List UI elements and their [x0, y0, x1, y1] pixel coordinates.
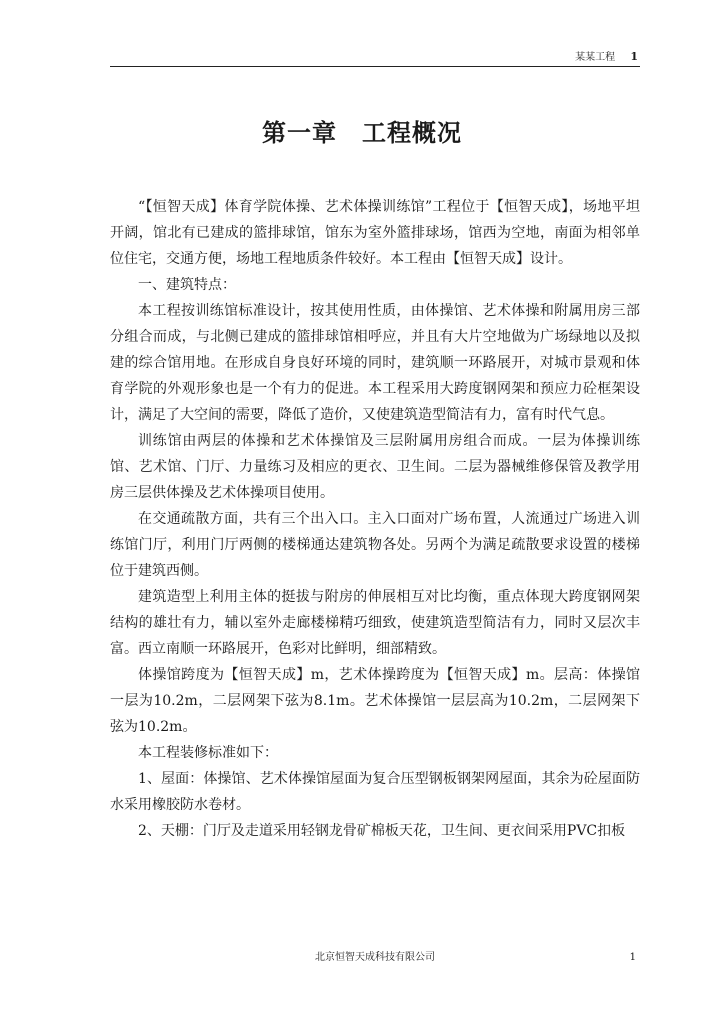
- paragraph: 训练馆由两层的体操和艺术体操馆及三层附属用房组合而成。一层为体操训练馆、艺术馆、门厅、力量练习及相应的更衣、卫生间。二层为器械维修保管及教学用房三层供体操及艺术体操项目使用。: [110, 433, 640, 501]
- list-item-ceiling: 2、天棚：门厅及走道采用轻钢龙骨矿棉板天花，卫生间、更衣间采用PVC扣板: [138, 823, 626, 839]
- section-heading: 一、建筑特点：: [138, 277, 236, 293]
- list-item-roof: 1、屋面：体操馆、艺术体操馆屋面为复合压型钢板钢架网屋面，其余为砼屋面防水采用橡胶防水卷材。: [110, 771, 640, 813]
- paragraph: 本工程装修标准如下：: [138, 745, 278, 761]
- body-text: [110, 194, 640, 844]
- page-footer: [110, 950, 640, 966]
- header-page-number: 1: [630, 50, 638, 63]
- paragraph-intro: “【恒智天成】体育学院体操、艺术体操训练馆”工程位于【恒智天成】，场地平坦开阔，馆北有已建成的篮排球馆，馆东为室外篮排球场，馆西为空地，南面为相邻单位住宅，交通方便，场地工程地质条件较好。本工程由【恒智天成】设计。: [110, 199, 640, 267]
- chapter-title: 第一章 工程概况: [262, 119, 462, 147]
- paragraph: 本工程按训练馆标准设计，按其使用性质，由体操馆、艺术体操和附属用房三部分组合而成，与北侧已建成的篮排球馆相呼应，并且有大片空地做为广场绿地以及拟建的综合馆用地。在形成自身良好环境的同时，建筑顺一环路展开，对城市景观和体育学院的外观形象也是一个有力的促进。本工程采用大跨度钢网架和预应力砼框架设计，满足了大空间的需要，降低了造价，又使建筑造型简洁有力，富有时代气息。: [110, 303, 640, 423]
- footer-company: 北京恒智天成科技有限公司: [315, 952, 435, 963]
- paragraph: 建筑造型上利用主体的挺拔与附房的伸展相互对比均衡，重点体现大跨度钢网架结构的雄壮有力，辅以室外走廊楼梯精巧细致，使建筑造型简洁有力，同时又层次丰富。西立南顺一环路展开，色彩对比鲜明，细部精致。: [110, 589, 640, 657]
- paragraph: 体操馆跨度为【恒智天成】m，艺术体操跨度为【恒智天成】m。层高：体操馆一层为10.2m，二层网架下弦为8.1m。艺术体操馆一层层高为10.2m，二层网架下弦为10.2m。: [110, 667, 640, 735]
- header-project-name: 某某工程: [575, 52, 616, 63]
- page-header: [110, 50, 640, 67]
- footer-page-number: 1: [629, 952, 636, 963]
- paragraph: 在交通疏散方面，共有三个出入口。主入口面对广场布置，人流通过广场进入训练馆门厅，利用门厅两侧的楼梯通达建筑物各处。另两个为满足疏散要求设置的楼梯位于建筑西侧。: [110, 511, 640, 579]
